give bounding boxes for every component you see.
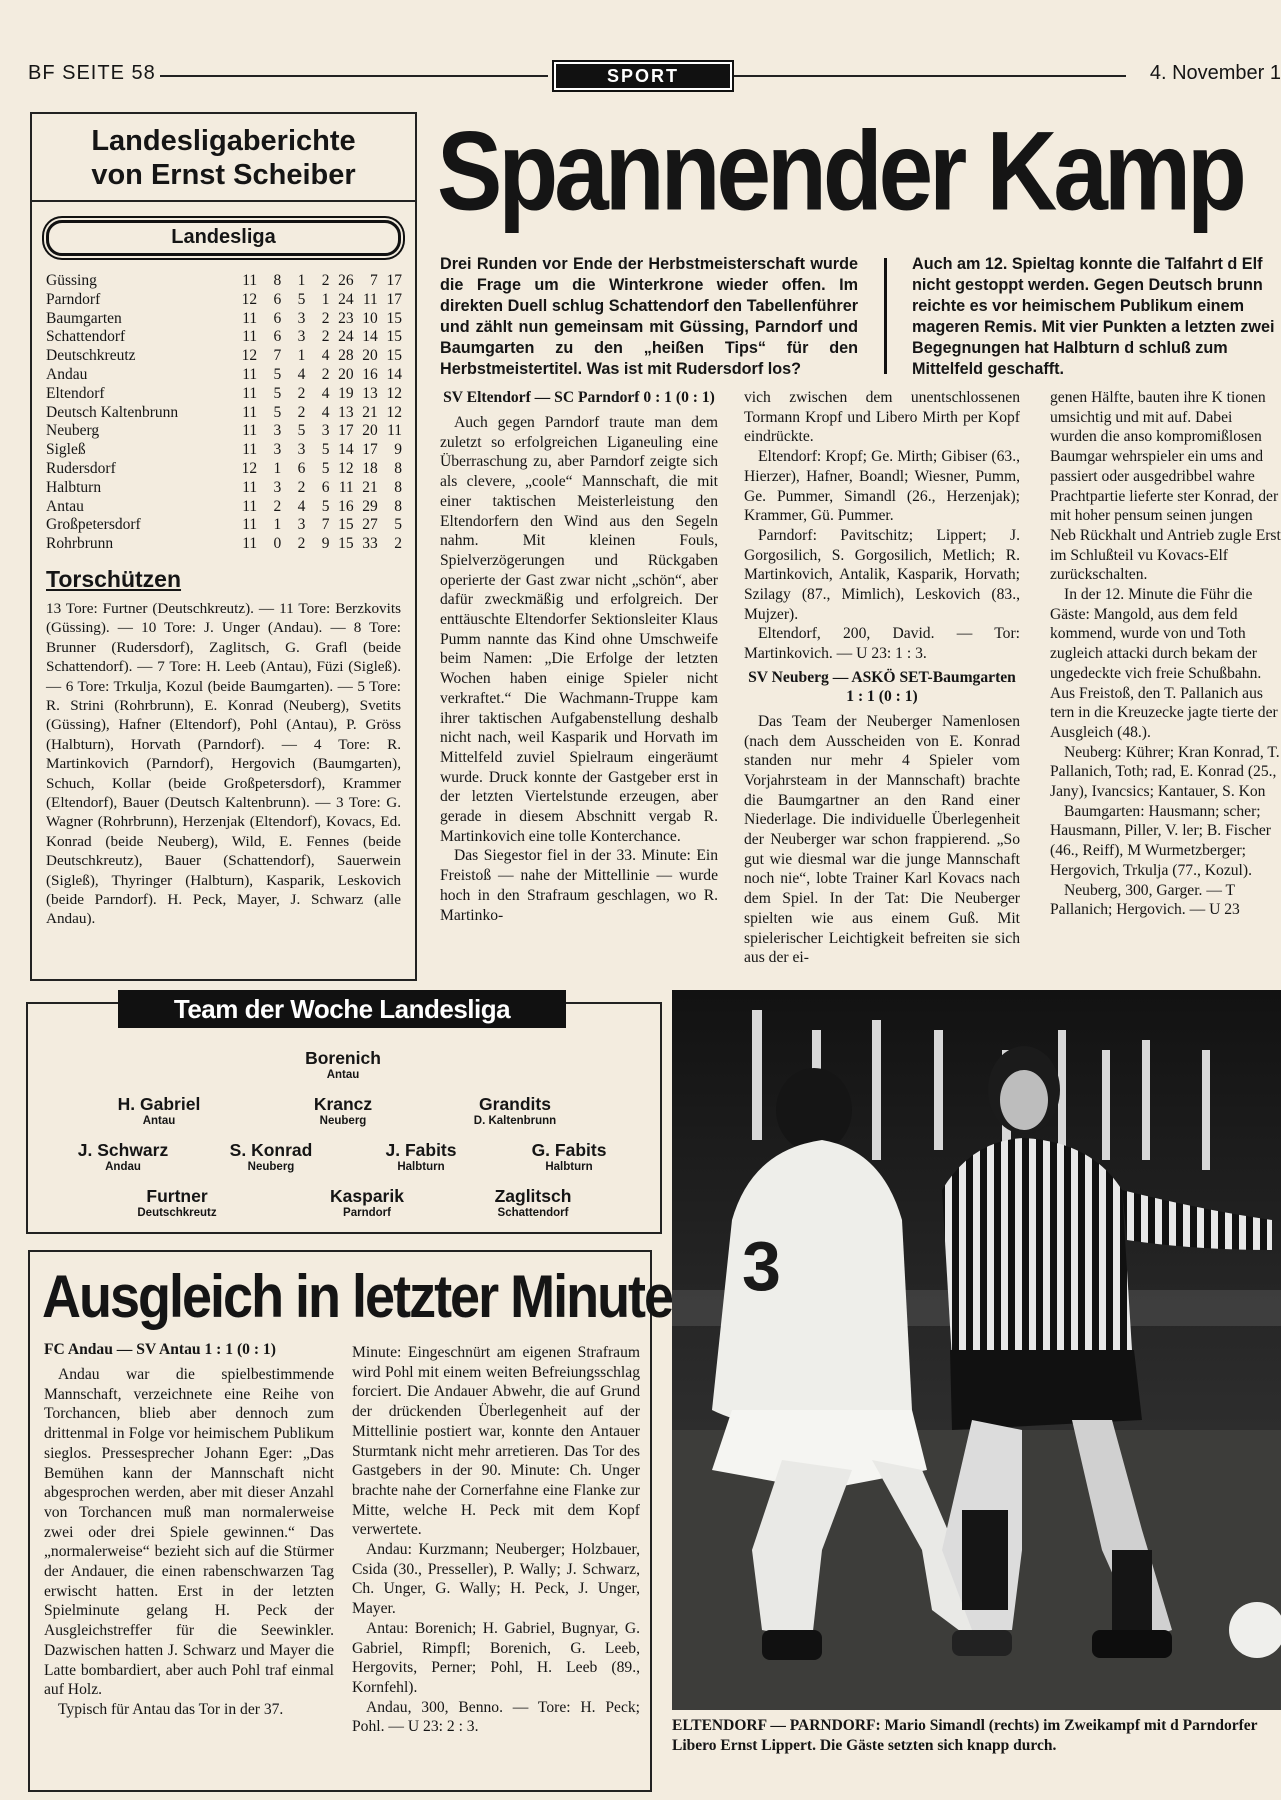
standings-value: 3 <box>297 328 306 346</box>
standings-value: 11 <box>387 422 402 440</box>
standings-value: 7 <box>370 272 378 289</box>
standings-row <box>46 498 402 517</box>
standings-value: 28 <box>338 347 354 365</box>
standings-value: 19 <box>338 384 354 402</box>
main-headline: Spannender Kamp <box>437 107 1243 234</box>
player-card: Krancz Neuberg <box>313 1094 373 1127</box>
standings-value: 20 <box>362 347 378 365</box>
team-name: Deutschkreutz <box>46 347 136 365</box>
standings-value: 2 <box>273 497 282 515</box>
standings-value: 11 <box>242 478 258 496</box>
league-report-title: Landesligaberichte von Ernst Scheiber <box>32 114 415 202</box>
standings-value: 2 <box>297 403 306 421</box>
standings-row <box>46 404 402 423</box>
standings-value: 17 <box>362 441 378 459</box>
article-column-2 <box>744 388 1020 980</box>
page-label: BF SEITE 58 <box>28 62 156 84</box>
player-card: G. Fabits Halbturn <box>531 1140 607 1173</box>
standings-value: 11 <box>242 272 258 289</box>
scorers-title: Torschützen <box>46 565 182 592</box>
team-name: Eltendorf <box>46 384 105 402</box>
standings-value: 12 <box>386 384 402 402</box>
lineup: Parndorf: Pavitschitz; Lippert; J. Gorgosilich, S. Gorgosilich, Metlich; R. Martinkovich, Antalik, Kasparik, Horvath; Szilagy (87., Mimlich), Leskovich (83., Mujzer). <box>744 526 1020 623</box>
match-result: Andau, 300, Benno. — Tore: H. Peck; Pohl. — U 23: 2 : 3. <box>352 1698 640 1736</box>
standings-value: 8 <box>394 459 402 477</box>
standings-value: 12 <box>241 459 258 477</box>
standings-value: 3 <box>297 441 306 459</box>
second-headline: Ausgleich in letzter Minute <box>42 1263 673 1331</box>
standings-value: 11 <box>242 309 258 327</box>
standings-value: 2 <box>394 535 402 553</box>
standings-row <box>46 385 402 404</box>
team-name: Deutsch Kaltenbrunn <box>46 403 179 421</box>
article-paragraph: Minute: Eingeschnürt am eigenen Strafraum wird Pohl mit einem weiten Befreiungsschlag forciert. Die Andauer Abwehr, die auf Grund der drückenden Überlegenheit auf der Mittellinie postiert war, konnte den Antauer Sturmtank nicht mehr arretieren. Das Tor des Gastgebers in der 90. Minute: Ch. Unger brachte nahe der Cornerfahne eine Flanke zur Mitte, welche H. Peck mit dem Kopf verwertete. <box>352 1344 640 1539</box>
team-name: Sigleß <box>46 441 86 459</box>
standings-value: 11 <box>242 441 258 459</box>
standings-row <box>46 366 402 385</box>
article-paragraph: genen Hälfte, bauten ihre K tionen umsichtig und mit auf. Dabei wurden die anso kompromißlosen Baumgar wehrspieler ein ums and passiert oder ausgedribbel wahre Prachtpartie lieferte ster Konrad, der mit hoher pensum seinen jungen Neb Rückhalt und Antrieb zugle Erst im Schlußteil vu Kovacs-Elf zurückschalten. <box>1050 389 1281 584</box>
standings-value: 3 <box>273 441 282 459</box>
standings-row <box>46 535 402 554</box>
standings-value: 24 <box>338 328 354 346</box>
lead-right: Auch am 12. Spieltag konnte die Talfahrt d Elf nicht gestoppt werden. Gegen Deutsch brunn reichte es vor heimischem Publikum einem mageren Remis. Mit vier Punkten a letzten zwei Begegnungen hat Halbturn d schluß zum Mittelfeld geschafft. <box>912 255 1275 378</box>
standings-row <box>46 422 402 441</box>
header-rule-left <box>160 75 548 77</box>
standings-value: 11 <box>242 328 258 346</box>
match-heading: SV Neuberg — ASKÖ SET-Baumgarten 1 : 1 (0 : 1) <box>748 668 1016 705</box>
issue-date: 4. November 1 <box>1149 62 1281 84</box>
article-paragraph: Typisch für Antau das Tor in der 37. <box>58 1700 284 1718</box>
standings-value: 2 <box>321 309 330 327</box>
standings-value: 12 <box>338 459 354 477</box>
player-card: Furtner Deutschkreutz <box>137 1186 217 1219</box>
standings-value: 20 <box>338 365 354 383</box>
match-result: Neuberg, 300, Garger. — T Pallanich; Hergovich. — U 23 <box>1050 881 1240 919</box>
player-card: S. Konrad Neuberg <box>229 1140 313 1173</box>
standings-value: 11 <box>242 384 258 402</box>
standings-row <box>46 310 402 329</box>
standings-value: 11 <box>242 403 258 421</box>
page-header <box>0 60 1281 90</box>
standings-value: 5 <box>394 516 402 534</box>
standings-value: 12 <box>241 347 258 365</box>
article-paragraph: Auch gegen Parndorf traute man dem zuletzt so erfolgreichen Liganeuling eine Überraschung zu, aber Parndorf zeigte sich als clevere, „coole“ Mannschaft, die mit einer taktischen Meisterleistung den Eltendorfern den Wind aus den Segeln nahm. Mit kleinen Fouls, Spielverzögerungen und Rückgaben operierte der Gast zwar nicht „schön“, aber dafür zweckmäßig und erfolgreich. Der enttäuschte Eltendorfer Sektionsleiter Klaus Pumm nannte das Kind ohne Umschweife beim Namen: „Die Erfolge der letzten Wochen haben einige Spieler nicht verkraftet.“ Die Wachmann-Truppe kam ihrer taktischen Aufgabenstellung deshalb nicht nach, weil Kasparik und Horvath im Mittelfeld zuviel Spielraum eingeräumt wurde. Druck konnte der Gastgeber erst in der letzten Viertelstunde erzeugen, aber gerade in diesem Abschnitt vergab R. Martinkovich eine tolle Konterchance. <box>440 414 718 845</box>
team-name: Andau <box>46 365 88 383</box>
standings-value: 11 <box>242 535 258 553</box>
standings-value: 6 <box>297 459 306 477</box>
standings-value: 9 <box>394 441 402 459</box>
player-card: Grandits D. Kaltenbrunn <box>473 1094 557 1127</box>
standings-value: 2 <box>321 272 330 289</box>
scorers-list: 13 Tore: Furtner (Deutschkreutz). — 11 Tore: Berzkovits (Güssing). — 10 Tore: J. Unger (Andau). — 8 Tore: Brunner (Rudersdorf), Zaglitsch, G. Grafl (beide Schattendorf). — 7 Tore: H. Leeb (Antau), Füzi (Sigleß). — 6 Tore: Trkulja, Kozul (beide Baumgarten). — 5 Tore: R. Strini (Rohrbrunn), E. Konrad (Neuberg), Svetits (Güssing), Hafner (Eltendorf), Pohl (Antau), P. Gröss (Halbturn), Horvath (Parndorf). — 4 Tore: R. Martinkovich (Parndorf), Hergovich (Baumgarten), Schuch, Kollar (beide Großpetersdorf), Krammer (Eltendorf), Bauer (Deutsch Kaltenbrunn). — 3 Tore: G. Wagner (Rohrbrunn), Herzenjak (Eltendorf), Kovacs, Ed. Konrad (beide Neuberg), Wild, E. Fennes (beide Deutschkreutz), Bauer (Schattendorf), Sauerwein (Sigleß), Thyringer (Halbturn), Kasparik, Leskovich (beide Parndorf). H. Peck, Mayer, J. Schwarz (alle Andau). <box>46 599 401 928</box>
standings-value: 16 <box>338 497 354 515</box>
team-name: Baumgarten <box>46 309 122 327</box>
standings-value: 5 <box>321 441 330 459</box>
lineup: Eltendorf: Kropf; Ge. Mirth; Gibiser (63., Hierzer), Hafner, Boandl; Wiesner, Pumm, Ge. Pummer, Simandl (26., Herzenjak); Krammer, Gü. Pummer. <box>744 448 1020 525</box>
standings-value: 1 <box>273 516 282 534</box>
standings-value: 4 <box>321 384 330 402</box>
standings-value: 10 <box>362 309 378 327</box>
lineup: Andau: Kurzmann; Neuberger; Holzbauer, Csida (30., Presseller), P. Wally; J. Schwarz, Ch. Unger, G. Wally; H. Peck, J. Unger, Mayer. <box>352 1541 640 1618</box>
standings-value: 4 <box>297 365 306 383</box>
standings-value: 11 <box>242 365 258 383</box>
team-name: Neuberg <box>46 422 100 440</box>
standings-value: 4 <box>321 347 330 365</box>
standings-value: 11 <box>242 516 258 534</box>
standings-value: 8 <box>394 497 402 515</box>
standings-value: 7 <box>321 516 330 534</box>
standings-row <box>46 347 402 366</box>
article-paragraph: In der 12. Minute die Führ die Gäste: Mangold, aus dem feld kommend, wurde von und Toth zugleich attacki durch bekam der ungedeckte vich freie Schußbahn. Aus Freistoß, den T. Pallanich aus tern in die Kreuzecke jagte tierte der Ausgleich (48.). <box>1050 586 1278 741</box>
standings-row <box>46 328 402 347</box>
standings-value: 9 <box>321 535 330 553</box>
standings-title: Landesliga <box>46 220 401 256</box>
player-card: Zaglitsch Schattendorf <box>494 1186 572 1219</box>
standings-value: 20 <box>362 422 378 440</box>
standings-value: 0 <box>273 535 282 553</box>
lineup: Antau: Borenich; H. Gabriel, Bugnyar, G. Gabriel, Rimpfl; Borenich, G. Leeb, Hergovits, Perner; Pohl, H. Leeb (89., Kornfehl). <box>352 1619 640 1696</box>
standings-row <box>46 479 402 498</box>
standings-value: 1 <box>321 290 330 308</box>
standings-value: 14 <box>338 441 354 459</box>
team-name: Parndorf <box>46 290 101 308</box>
second-article-column-1 <box>44 1340 334 1780</box>
standings-value: 3 <box>273 478 282 496</box>
standings-row <box>46 441 402 460</box>
standings-value: 6 <box>273 309 282 327</box>
league-report-box <box>30 112 417 981</box>
team-name: Güssing <box>46 272 97 289</box>
standings-row <box>46 272 402 291</box>
second-article-column-2 <box>352 1343 640 1783</box>
standings-value: 5 <box>273 403 282 421</box>
standings-value: 14 <box>386 365 402 383</box>
standings-value: 12 <box>386 403 402 421</box>
match-photo-illustration <box>672 990 1281 1710</box>
standings-value: 4 <box>321 403 330 421</box>
team-name: Großpetersdorf <box>46 516 141 534</box>
standings-value: 5 <box>297 290 306 308</box>
team-name: Rudersdorf <box>46 459 116 477</box>
standings-value: 15 <box>386 328 402 346</box>
standings-value: 6 <box>321 478 330 496</box>
lineup: Baumgarten: Hausmann; scher; Hausmann, Piller, V. ler; B. Fischer (46., Reiff), M Wurmetzberger; Hergovich, Trkulja (77., Kozul). <box>1050 802 1271 879</box>
standings-value: 23 <box>338 309 354 327</box>
standings-value: 3 <box>273 422 282 440</box>
article-paragraph: Andau war die spielbestimmende Mannschaft, verzeichnete eine Reihe von Torchancen, blieb aber dennoch zum drittenmal in Folge vor heimischem Publikum sieglos. Pressesprecher Johann Eger: „Das Bemühen kann der Mannschaft nicht abgesprochen werden, aber mit dieser Anzahl von Torchancen muß man normalerweise zwei oder drei Spiele gewinnen.“ Das „normalerweise“ bezieht sich auf die Stürmer der Andauer, die einen rabenschwarzen Tag erwischt hatten. Erst in der letzten Spielminute gelang H. Peck der Ausgleichstreffer für die Seewinkler. Dazwischen hatten J. Schwarz und Mayer die Latte bombardiert, aber auch Pohl traf einmal auf Holz. <box>44 1366 334 1699</box>
standings-value: 2 <box>321 365 330 383</box>
player-card: Kasparik Parndorf <box>330 1186 404 1219</box>
standings-value: 6 <box>273 290 282 308</box>
match-photo <box>672 990 1281 1710</box>
player-card: Borenich Antau <box>305 1048 381 1081</box>
standings-row <box>46 291 402 310</box>
standings-table <box>46 272 402 554</box>
standings-value: 15 <box>386 309 402 327</box>
lead-left: Drei Runden vor Ende der Herbstmeisterschaft wurde die Frage um die Winterkrone wieder offen. Im direkten Duell schlug Schattendorf den Tabellenführer und zählt nun gemeinsam mit Güssing, Parndorf und Baumgarten zu den „heißen Tips“ für den Herbstmeistertitel. Was ist mit Rudersdorf los? <box>440 255 858 378</box>
standings-value: 5 <box>321 459 330 477</box>
lineup: Neuberg: Kührer; Kran Konrad, T. Pallanich, Toth; rad, E. Konrad (25., Jany), Ivancsics; Kantauer, S. Kon <box>1050 743 1280 801</box>
standings-value: 5 <box>297 422 306 440</box>
player-card: H. Gabriel Antau <box>117 1094 201 1127</box>
standings-value: 1 <box>273 459 282 477</box>
standings-value: 11 <box>242 497 258 515</box>
standings-value: 1 <box>297 347 306 365</box>
team-name: Schattendorf <box>46 328 126 346</box>
lead-divider <box>884 258 887 374</box>
standings-value: 24 <box>338 290 354 308</box>
standings-row <box>46 516 402 535</box>
team-of-the-week-title: Team der Woche Landesliga <box>118 990 566 1028</box>
standings-value: 17 <box>386 272 402 289</box>
standings-value: 13 <box>338 403 354 421</box>
article-column-1 <box>440 384 718 980</box>
match-heading: SV Eltendorf — SC Parndorf 0 : 1 (0 : 1) <box>443 389 715 406</box>
article-paragraph: Das Siegestor fiel in der 33. Minute: Ein Freistoß — nahe der Mittellinie — wurde hoch in den Strafraum geschlagen, wo R. Martinko- <box>440 847 718 924</box>
standings-value: 17 <box>338 422 354 440</box>
team-name: Rohrbrunn <box>46 535 114 553</box>
standings-value: 2 <box>297 478 306 496</box>
standings-value: 3 <box>297 516 306 534</box>
standings-value: 26 <box>338 272 354 289</box>
standings-value: 2 <box>297 535 306 553</box>
standings-value: 15 <box>386 347 402 365</box>
article-paragraph: vich zwischen dem unentschlossenen Tormann Kropf und Libero Mirth per Kopf eindrückte. <box>744 389 1020 446</box>
standings-value: 2 <box>297 384 306 402</box>
standings-value: 3 <box>297 309 306 327</box>
standings-value: 8 <box>273 272 282 289</box>
standings-value: 11 <box>362 290 378 308</box>
match-result: Eltendorf, 200, David. — Tor: Martinkovich. — U 23: 1 : 3. <box>744 625 1020 663</box>
standings-value: 8 <box>394 478 402 496</box>
standings-value: 33 <box>362 535 378 553</box>
standings-value: 16 <box>362 365 378 383</box>
standings-value: 27 <box>362 516 378 534</box>
standings-value: 11 <box>338 478 354 496</box>
standings-value: 11 <box>242 422 258 440</box>
standings-value: 7 <box>273 347 282 365</box>
standings-value: 18 <box>362 459 378 477</box>
standings-value: 21 <box>362 403 378 421</box>
standings-value: 15 <box>338 535 354 553</box>
standings-value: 1 <box>297 272 306 289</box>
standings-value: 6 <box>273 328 282 346</box>
standings-value: 2 <box>321 328 330 346</box>
player-card: J. Fabits Halbturn <box>385 1140 457 1173</box>
header-rule-right <box>734 75 1126 77</box>
standings-value: 15 <box>338 516 354 534</box>
shirt-number: 3 <box>742 1227 781 1305</box>
standings-value: 14 <box>362 328 378 346</box>
section-label: SPORT <box>552 60 734 92</box>
standings-value: 5 <box>273 365 282 383</box>
team-name: Antau <box>46 497 84 515</box>
standings-value: 5 <box>273 384 282 402</box>
standings-value: 12 <box>241 290 258 308</box>
article-paragraph: Das Team der Neuberger Namenlosen (nach dem Ausscheiden von E. Konrad standen nur mehr 4 Spieler vom Vorjahrsteam in der Mannschaft) brachte die Baumgartner an den Rand einer Niederlage. Die individuelle Überlegenheit der Neuberger war schon frappierend. „So gut wie diesmal war die junge Mannschaft noch nie“, lobte Trainer Karl Kovacs nach dem Spiel. In der Tat: Die Neuberger spielten wie aus einem Guß. Mit spielerischer Leichtigkeit befreiten sie sich aus der ei- <box>744 712 1020 967</box>
match-heading: FC Andau — SV Antau 1 : 1 (0 : 1) <box>44 1341 276 1358</box>
team-of-the-week-box <box>26 994 662 1234</box>
standings-value: 5 <box>321 497 330 515</box>
standings-value: 21 <box>362 478 378 496</box>
standings-row <box>46 460 402 479</box>
standings-value: 17 <box>386 290 402 308</box>
team-name: Halbturn <box>46 478 102 496</box>
standings-value: 3 <box>321 422 330 440</box>
article-column-3 <box>1050 388 1281 980</box>
standings-value: 4 <box>297 497 306 515</box>
photo-caption: ELTENDORF — PARNDORF: Mario Simandl (rechts) im Zweikampf mit d Parndorfer Libero Ernst Lippert. Die Gäste setzten sich knapp durch. <box>672 1717 1258 1754</box>
player-card: J. Schwarz Andau <box>77 1140 169 1173</box>
standings-value: 13 <box>362 384 378 402</box>
standings-value: 29 <box>362 497 378 515</box>
